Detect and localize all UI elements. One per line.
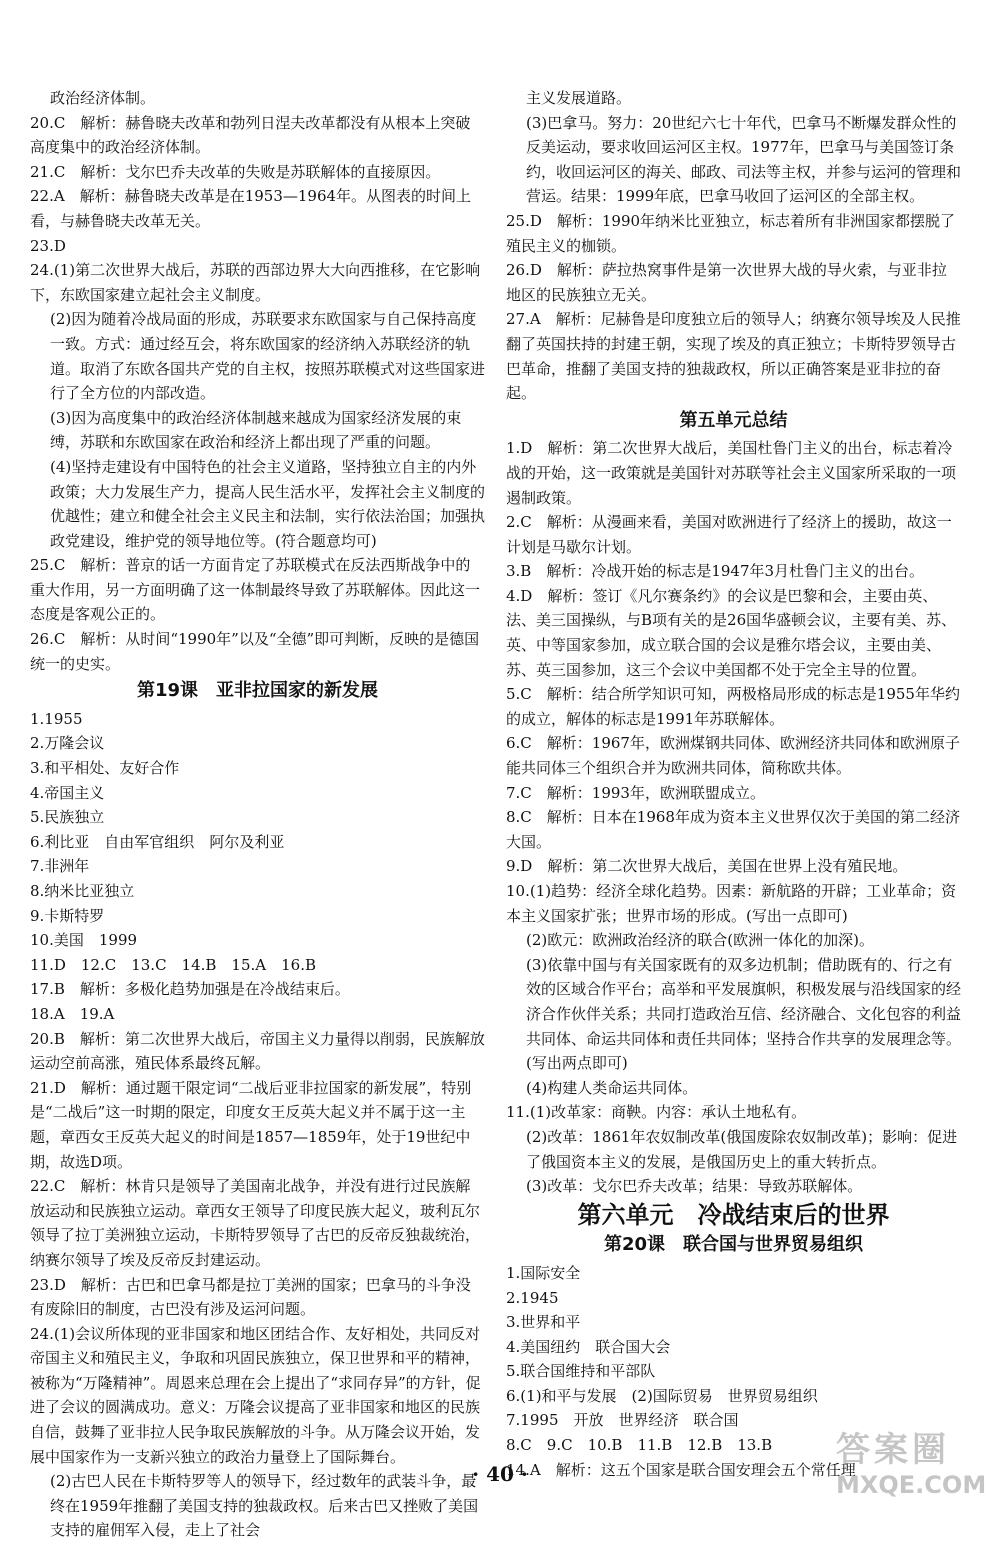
answer-entry: (2)改革：1861年农奴制改革(俄国废除农奴制改革)；影响：促进了俄国资本主义的发展，是俄国历史上的重大转折点。 — [526, 1127, 958, 1171]
answer-entry: 1.D 解析：第二次世界大战后，美国杜鲁门主义的出台，标志着冷战的开始，这一政策就是美国针对苏联等社会主义国家所采取的一项遏制政策。 — [506, 439, 957, 507]
answer-entry: 7.1995 开放 世界经济 联合国 — [506, 1411, 739, 1430]
answer-entry: 10.美国 1999 — [30, 931, 138, 950]
answer-entry: (4)构建人类命运共同体。 — [526, 1078, 698, 1097]
answer-entry: 14.A 解析：这五个国家是联合国安理会五个常任理 — [506, 1460, 856, 1479]
answer-entry: 24.(1)会议所体现的亚非国家和地区团结合作、友好相处，共同反对帝国主义和殖民主义，争取和巩固民族独立，保卫世界和平的精神，被称为“万隆精神”。周恩来总理在会上提出了“求同存异”的方针，促进了会议的圆满成功。意义：万隆会议提高了亚非国家和地区的民族自信，鼓舞了亚非拉人民争取民族解放的斗争。从万隆会议开始，发展中国家作为一支新兴独立的政治力量登上了国际舞台。 — [30, 1324, 481, 1466]
answer-entry: 2.万隆会议 — [30, 734, 105, 753]
answer-entry: 主义发展道路。 — [526, 89, 632, 107]
answer-entry: 6.利比亚 自由军官组织 阿尔及利亚 — [30, 832, 285, 851]
answer-entry: 7.非洲年 — [30, 857, 90, 876]
answer-entry: 政治经济体制。 — [50, 89, 156, 107]
answer-entry: 9.卡斯特罗 — [30, 906, 105, 925]
left-column — [30, 86, 485, 1543]
answer-entry: (2)因为随着冷战局面的形成，苏联要求东欧国家与自己保持高度一致。方式：通过经互会，将东欧国家的经济纳入苏联经济的轨道。取消了东欧各国共产党的自主权，按照苏联模式对这些国家进行了全方位的内部改造。 — [50, 310, 486, 403]
answer-entry: 7.C 解析：1993年，欧洲联盟成立。 — [506, 783, 765, 802]
answer-entry: 4.D 解析：签订《凡尔赛条约》的会议是巴黎和会，主要由英、法、美三国操纵，与B项有关的是26国华盛顿会议，主要有美、苏、英、中等国家参加，成立联合国的会议是雅尔塔会议，主要由美、苏、英三国参加，这三个会议中美国都不处于完全主导的位置。 — [506, 586, 957, 679]
lesson-heading: 第20课 联合国与世界贸易组织 — [603, 1234, 864, 1256]
answer-entry: 25.C 解析：普京的话一方面肯定了苏联模式在反法西斯战争中的重大作用，另一方面明确了这一体制最终导致了苏联解体。因此这一态度是客观公正的。 — [30, 556, 481, 624]
answer-entry: 8.纳米比亚独立 — [30, 882, 135, 900]
answer-entry: 5.民族独立 — [30, 808, 105, 827]
answer-entry: 4.帝国主义 — [30, 783, 105, 802]
answer-entry: 22.C 解析：林肯只是领导了美国南北战争，并没有进行过民族解放运动和民族独立运动。章西女王领导了印度民族大起义，玻利瓦尔领导了拉丁美洲独立运动，卡斯特罗领导了古巴的反帝反独裁统治，纳赛尔领导了埃及反帝反封建运动。 — [30, 1177, 481, 1269]
answer-entry: 5.联合国维持和平部队 — [506, 1362, 656, 1381]
answer-entry: 6.(1)和平与发展 (2)国际贸易 世界贸易组织 — [506, 1386, 818, 1405]
answer-entry: 2.1945 — [506, 1288, 559, 1307]
lesson-heading: 第五单元总结 — [679, 409, 788, 431]
answer-entry: 24.(1)第二次世界大战后，苏联的西部边界大大向西推移，在它影响下，东欧国家建立起社会主义制度。 — [30, 261, 481, 304]
answer-entry: 18.A 19.A — [30, 1004, 115, 1023]
answer-entry: 21.C 解析：戈尔巴乔夫改革的失败是苏联解体的直接原因。 — [30, 162, 441, 181]
answer-entry: 10.(1)趋势：经济全球化趋势。因素：新航路的开辟；工业革命；资本主义国家扩张；世界市场的形成。(写出一点即可) — [506, 882, 957, 925]
watermark-line1: 答案圈 — [836, 1430, 950, 1470]
answer-entry: 26.D 解析：萨拉热窝事件是第一次世界大战的导火索，与亚非拉地区的民族独立无关。 — [506, 261, 947, 304]
answer-entry: 3.世界和平 — [506, 1313, 581, 1332]
watermark-line2: MXQE.COM — [836, 1471, 987, 1499]
answer-entry: (3)改革：戈尔巴乔夫改革；结果：导致苏联解体。 — [526, 1177, 863, 1196]
answer-entry: 20.C 解析：赫鲁晓夫改革和勃列日涅夫改革都没有从根本上突破高度集中的政治经济体制。 — [30, 113, 471, 157]
unit-title: 第六单元 冷战结束后的世界 — [577, 1200, 890, 1229]
answer-entry: 4.美国纽约 联合国大会 — [506, 1337, 671, 1356]
answer-entry: 11.D 12.C 13.C 14.B 15.A 16.B — [30, 955, 316, 974]
answer-entry: 2.C 解析：从漫画来看，美国对欧洲进行了经济上的援助，故这一计划是马歇尔计划。 — [506, 513, 952, 556]
lesson-heading: 第19课 亚非拉国家的新发展 — [136, 680, 379, 702]
answer-entry: 27.A 解析：尼赫鲁是印度独立后的领导人；纳赛尔领导埃及人民推翻了英国扶持的封建王朝，实现了埃及的真正独立；卡斯特罗领导古巴革命，推翻了美国支持的独裁政权，所以正确答案是亚非拉的奋起。 — [506, 310, 961, 403]
answer-entry: 1.1955 — [30, 709, 83, 728]
answer-entry: (2)古巴人民在卡斯特罗等人的领导下，经过数年的武装斗争，最终在1959年推翻了美国支持的独裁政权。后来古巴又挫败了美国支持的雇佣军入侵，走上了社会 — [50, 1472, 479, 1540]
right-column — [506, 86, 961, 1482]
answer-entry: (4)坚持走建设有中国特色的社会主义道路，坚持独立自主的内外政策；大力发展生产力，提高人民生活水平，发挥社会主义制度的优越性；建立和健全社会主义民主和法制，实行依法治国；加强执政党建设，维护党的领导地位等。(符合题意均可) — [50, 457, 486, 550]
answer-entry: 23.D — [30, 236, 66, 255]
answer-entry: 8.C 解析：日本在1968年成为资本主义世界仅次于美国的第二经济大国。 — [506, 808, 960, 851]
answer-entry: 9.D 解析：第二次世界大战后，美国在世界上没有殖民地。 — [506, 857, 908, 876]
answer-entry: 26.C 解析：从时间“1990年”以及“全德”即可判断，反映的是德国统一的史实。 — [30, 630, 480, 673]
answer-entry: 5.C 解析：结合所学知识可知，两极格局形成的标志是1955年华约的成立，解体的标志是1991年苏联解体。 — [506, 685, 960, 728]
answer-entry: (3)因为高度集中的政治经济体制越来越成为国家经济发展的束缚，苏联和东欧国家在政治和经济上都出现了严重的问题。 — [50, 408, 462, 452]
answer-entry: 1.国际安全 — [506, 1263, 581, 1282]
answer-entry: 21.D 解析：通过题干限定词“二战后亚非拉国家的新发展”，特别是“二战后”这一时期的限定，印度女王反英大起义并不属于这一主题，章西女王反英大起义的时间是1857—1859年，处于19世纪中期，故选D项。 — [30, 1078, 472, 1171]
answer-entry: 8.C 9.C 10.B 11.B 12.B 13.B — [506, 1436, 773, 1455]
answer-entry: 3.B 解析：冷战开始的标志是1947年3月杜鲁门主义的出台。 — [506, 562, 925, 581]
answer-entry: (3)巴拿马。努力：20世纪六七十年代，巴拿马不断爆发群众性的反美运动，要求收回运河区主权。1977年，巴拿马与美国签订条约，收回运河区的海关、邮政、司法等主权，并参与运河的管理和营运。结果：1999年底，巴拿马收回了运河区的全部主权。 — [526, 113, 962, 206]
answer-entry: 17.B 解析：多极化趋势加强是在冷战结束后。 — [30, 980, 350, 999]
answer-entry: 6.C 解析：1967年，欧洲煤钢共同体、欧洲经济共同体和欧洲原子能共同体三个组织合并为欧洲共同体，简称欧共体。 — [506, 734, 960, 778]
watermark-logo — [836, 1422, 987, 1499]
answer-entry: 22.A 解析：赫鲁晓夫改革是在1953—1964年。从图表的时间上看，与赫鲁晓夫改革无关。 — [30, 187, 472, 230]
answer-entry: 25.D 解析：1990年纳米比亚独立，标志着所有非洲国家都摆脱了殖民主义的枷锁。 — [506, 211, 956, 255]
answer-entry: 3.和平相处、友好合作 — [30, 759, 180, 778]
page-number: · 40 · — [472, 1462, 528, 1486]
answer-entry: 20.B 解析：第二次世界大战后，帝国主义力量得以削弱，民族解放运动空前高涨，殖民体系最终瓦解。 — [30, 1029, 485, 1073]
answer-entry: (3)依靠中国与有关国家既有的双多边机制；借助既有的、行之有效的区域合作平台；高举和平发展旗帜，积极发展与沿线国家的经济合作伙伴关系；共同打造政治互信、经济融合、文化包容的利益共同体、命运共同体和责任共同体；坚持合作共享的发展理念等。(写出两点即可) — [526, 955, 962, 1073]
answer-entry: 23.D 解析：古巴和巴拿马都是拉丁美洲的国家；巴拿马的斗争没有废除旧的制度，古巴没有涉及运河问题。 — [30, 1275, 471, 1319]
answer-entry: 11.(1)改革家：商鞅。内容：承认土地私有。 — [506, 1103, 807, 1122]
answer-entry: (2)欧元：欧洲政治经济的联合(欧洲一体化的加深)。 — [526, 931, 874, 950]
